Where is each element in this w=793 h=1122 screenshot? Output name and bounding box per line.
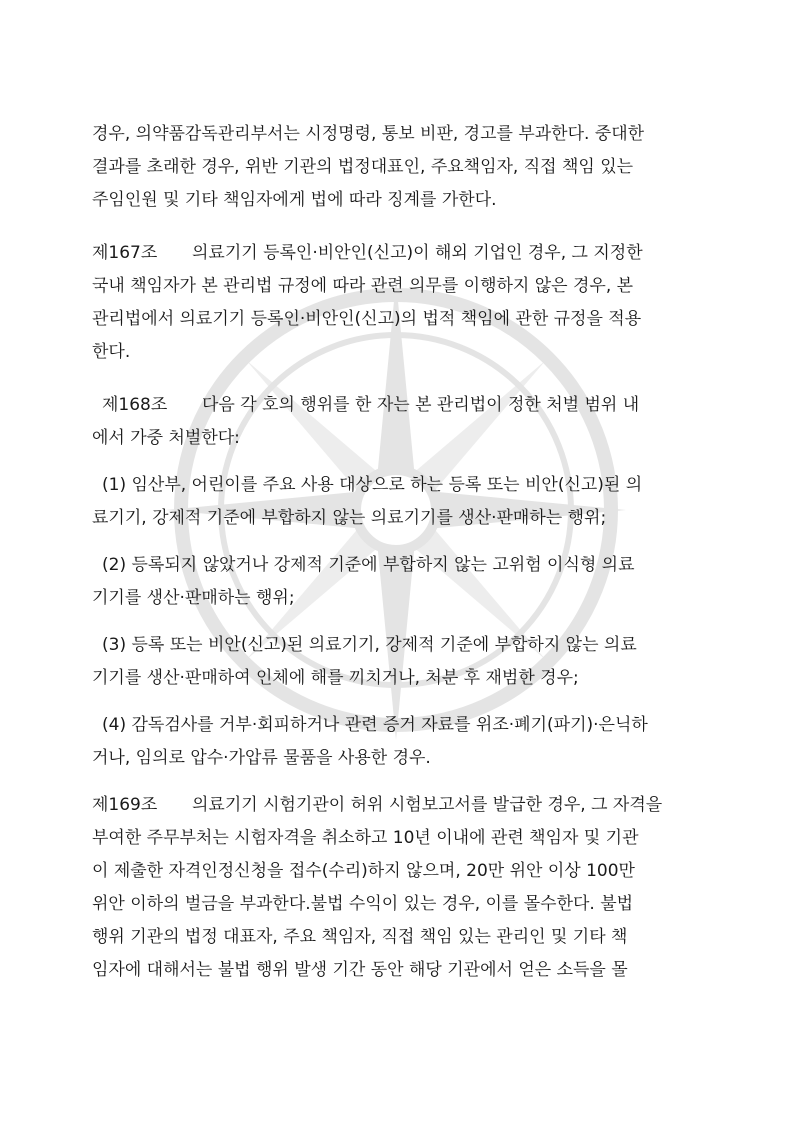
text-line-content: 의료기기 등록인·비안인(신고)이 해외 기업인 경우, 그 지정한 [192, 243, 643, 263]
article-169 [92, 789, 702, 987]
paragraph-continuation [92, 118, 702, 217]
text-line: 임자에 대해서는 불법 행위 발생 기간 동안 해당 기관에서 얻은 소득을 몰 [92, 960, 628, 980]
text-line: 부여한 주무부처는 시험자격을 취소하고 10년 이내에 관련 책임자 및 기관 [92, 828, 639, 848]
text-line: (3) 등록 또는 비안(신고)된 의료기기, 강제적 기준에 부합하지 않는 의료 [102, 635, 637, 655]
text-line: 국내 책임자가 본 관리법 규정에 따라 관련 의무를 이행하지 않은 경우, 본 [92, 276, 634, 296]
list-item-2 [92, 549, 702, 615]
text-line: 주임인원 및 기타 책임자에게 법에 따라 징계를 가한다. [92, 190, 497, 210]
article-167 [92, 237, 702, 369]
text-line: 한다. [92, 342, 131, 362]
text-line: 료기기, 강제적 기준에 부합하지 않는 의료기기를 생산·판매하는 행위; [92, 508, 607, 528]
text-line: 에서 가중 처벌한다: [92, 428, 240, 448]
text-line: 기기를 생산·판매하는 행위; [92, 588, 295, 608]
text-line-content: 다음 각 호의 행위를 한 자는 본 관리법이 정한 처벌 범위 내 [202, 395, 640, 415]
text-line: 기기를 생산·판매하여 인체에 해를 끼치거나, 처분 후 재범한 경우; [92, 668, 579, 688]
list-item-3 [92, 629, 702, 695]
text-line: 행위 기관의 법정 대표자, 주요 책임자, 직접 책임 있는 관리인 및 기타 책 [92, 927, 628, 947]
text-line: 거나, 임의로 압수·가압류 물품을 사용한 경우. [92, 748, 431, 768]
text-line-content: 의료기기 시험기관이 허위 시험보고서를 발급한 경우, 그 자격을 [192, 795, 663, 815]
text-line: 경우, 의약품감독관리부서는 시정명령, 통보 비판, 경고를 부과한다. 중대한 [92, 124, 645, 144]
text-line [92, 789, 702, 822]
text-line: 관리법에서 의료기기 등록인·비안인(신고)의 법적 책임에 관한 규정을 적용 [92, 309, 642, 329]
list-item-4 [92, 709, 702, 775]
text-line: 위안 이하의 벌금을 부과한다.불법 수익이 있는 경우, 이를 몰수한다. 불법 [92, 894, 634, 914]
document-body [92, 118, 702, 987]
article-number: 제169조 [92, 795, 158, 815]
text-line [92, 237, 702, 270]
text-line: (4) 감독검사를 거부·회피하거나 관련 증거 자료를 위조·폐기(파기)·은닉하 [102, 715, 648, 735]
text-line: 이 제출한 자격인정신청을 접수(수리)하지 않으며, 20만 위안 이상 100만 [92, 861, 635, 881]
article-number: 제168조 [102, 395, 168, 415]
text-line [92, 389, 702, 422]
text-line: (2) 등록되지 않았거나 강제적 기준에 부합하지 않는 고위험 이식형 의료 [102, 555, 635, 575]
article-168 [92, 389, 702, 455]
text-line: (1) 임산부, 어린이를 주요 사용 대상으로 하는 등록 또는 비안(신고)된 의 [102, 475, 643, 495]
list-item-1 [92, 469, 702, 535]
article-number: 제167조 [92, 243, 158, 263]
text-line: 결과를 초래한 경우, 위반 기관의 법정대표인, 주요책임자, 직접 책임 있는 [92, 157, 634, 177]
